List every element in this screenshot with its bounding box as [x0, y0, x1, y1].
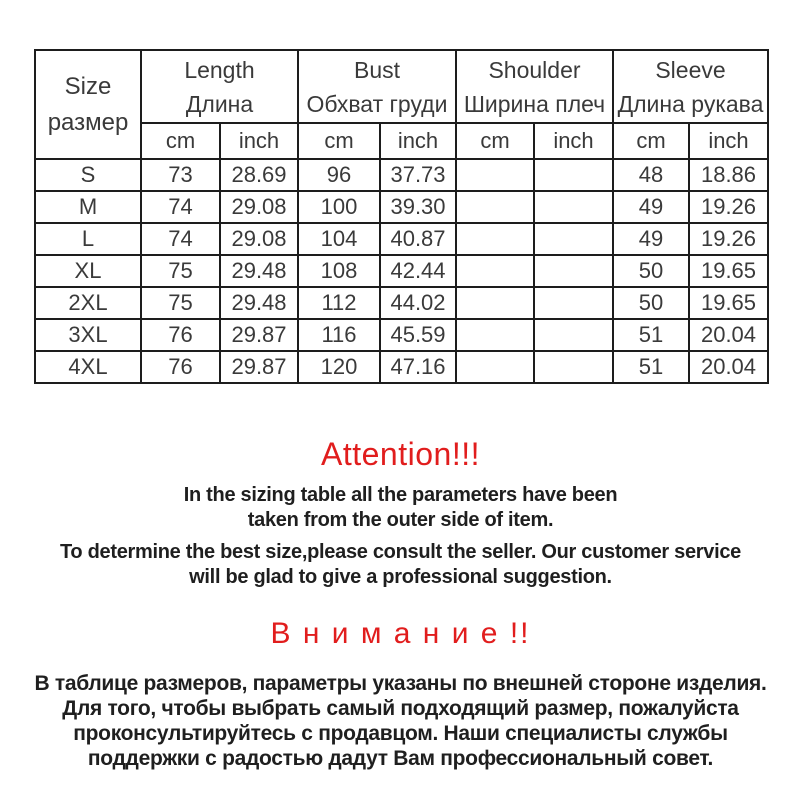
cell-sleeve-cm: 48	[613, 159, 689, 191]
header-length-ru: Длина	[185, 90, 254, 117]
cell-sleeve-inch: 20.04	[689, 351, 768, 383]
unit-sleeve-inch: inch	[689, 123, 768, 159]
cell-shoulder-cm	[456, 255, 534, 287]
attention-p1-line2: taken from the outer side of item.	[247, 509, 554, 531]
cell-bust-cm: 120	[298, 351, 380, 383]
cell-size: M	[35, 191, 141, 223]
table-row	[35, 287, 768, 319]
table-row	[35, 351, 768, 383]
attention-p1-line1: In the sizing table all the parameters have been	[183, 484, 618, 506]
cell-bust-cm: 108	[298, 255, 380, 287]
cell-sleeve-cm: 50	[613, 287, 689, 319]
unit-shoulder-inch: inch	[534, 123, 613, 159]
cell-bust-inch: 45.59	[380, 319, 456, 351]
cell-length-cm: 75	[141, 287, 220, 319]
cell-shoulder-cm	[456, 223, 534, 255]
cell-sleeve-cm: 51	[613, 351, 689, 383]
table-row	[35, 255, 768, 287]
header-shoulder-ru: Ширина плеч	[463, 90, 606, 117]
header-bust-en: Bust	[353, 56, 401, 83]
cell-shoulder-inch	[534, 159, 613, 191]
cell-size: 3XL	[35, 319, 141, 351]
cell-bust-inch: 44.02	[380, 287, 456, 319]
cell-length-cm: 74	[141, 191, 220, 223]
header-length	[141, 50, 298, 123]
attention-title-en: Attention!!!	[321, 436, 480, 472]
header-sleeve	[613, 50, 768, 123]
cell-length-cm: 75	[141, 255, 220, 287]
unit-bust-cm: cm	[298, 123, 380, 159]
header-length-en: Length	[184, 56, 255, 83]
cell-length-cm: 74	[141, 223, 220, 255]
cell-bust-cm: 112	[298, 287, 380, 319]
cell-sleeve-inch: 19.26	[689, 223, 768, 255]
cell-sleeve-cm: 50	[613, 255, 689, 287]
cell-size: S	[35, 159, 141, 191]
table-row	[35, 159, 768, 191]
cell-bust-cm: 104	[298, 223, 380, 255]
cell-length-inch: 29.08	[220, 191, 298, 223]
attention-ru-line3: проконсультируйтесь с продавцом. Наши специалисты службы	[73, 722, 728, 745]
cell-sleeve-inch: 19.65	[689, 287, 768, 319]
cell-bust-inch: 42.44	[380, 255, 456, 287]
cell-length-inch: 29.48	[220, 287, 298, 319]
cell-bust-inch: 47.16	[380, 351, 456, 383]
cell-shoulder-cm	[456, 319, 534, 351]
table-row	[35, 223, 768, 255]
cell-length-cm: 76	[141, 319, 220, 351]
header-size	[35, 50, 141, 159]
cell-length-cm: 76	[141, 351, 220, 383]
cell-shoulder-cm	[456, 191, 534, 223]
cell-shoulder-cm	[456, 159, 534, 191]
unit-shoulder-cm: cm	[456, 123, 534, 159]
header-bust-ru: Обхват груди	[306, 90, 448, 117]
header-shoulder-en: Shoulder	[488, 56, 581, 83]
unit-sleeve-cm: cm	[613, 123, 689, 159]
cell-sleeve-cm: 49	[613, 223, 689, 255]
cell-size: XL	[35, 255, 141, 287]
cell-length-inch: 29.87	[220, 351, 298, 383]
cell-shoulder-cm	[456, 287, 534, 319]
size-table-body	[35, 159, 768, 383]
attention-title-ru: В н и м а н и е !!	[270, 617, 531, 650]
cell-sleeve-cm: 49	[613, 191, 689, 223]
cell-sleeve-cm: 51	[613, 319, 689, 351]
attention-paragraph-1	[0, 483, 801, 533]
table-row	[35, 191, 768, 223]
header-size-ru: размер	[47, 108, 129, 136]
cell-shoulder-inch	[534, 255, 613, 287]
size-table	[34, 49, 769, 384]
cell-bust-cm: 116	[298, 319, 380, 351]
attention-ru-line1: В таблице размеров, параметры указаны по внешней стороне изделия.	[34, 672, 767, 695]
cell-shoulder-inch	[534, 319, 613, 351]
cell-size: 4XL	[35, 351, 141, 383]
size-table-header	[35, 50, 768, 159]
cell-bust-cm: 100	[298, 191, 380, 223]
cell-size: L	[35, 223, 141, 255]
cell-length-inch: 29.08	[220, 223, 298, 255]
cell-bust-cm: 96	[298, 159, 380, 191]
cell-length-inch: 28.69	[220, 159, 298, 191]
cell-shoulder-inch	[534, 287, 613, 319]
attention-paragraph-ru	[0, 671, 801, 771]
attention-p2-line1: To determine the best size,please consult the seller. Our customer service	[59, 541, 742, 563]
attention-ru-line2: Для того, чтобы выбрать самый подходящий размер, пожалуйста	[62, 697, 739, 720]
unit-length-inch: inch	[220, 123, 298, 159]
attention-p2-line2: will be glad to give a professional suggestion.	[189, 566, 612, 588]
cell-sleeve-inch: 19.65	[689, 255, 768, 287]
cell-length-inch: 29.48	[220, 255, 298, 287]
header-sleeve-ru: Длина рукава	[617, 90, 764, 117]
header-shoulder	[456, 50, 613, 123]
cell-sleeve-inch: 20.04	[689, 319, 768, 351]
cell-shoulder-inch	[534, 351, 613, 383]
unit-bust-inch: inch	[380, 123, 456, 159]
header-bust	[298, 50, 456, 123]
cell-size: 2XL	[35, 287, 141, 319]
cell-bust-inch: 40.87	[380, 223, 456, 255]
cell-sleeve-inch: 18.86	[689, 159, 768, 191]
cell-length-inch: 29.87	[220, 319, 298, 351]
cell-sleeve-inch: 19.26	[689, 191, 768, 223]
attention-ru-line4: поддержки с радостью дадут Вам профессиональный совет.	[87, 747, 714, 770]
cell-shoulder-inch	[534, 223, 613, 255]
cell-length-cm: 73	[141, 159, 220, 191]
attention-paragraph-2	[0, 540, 801, 590]
header-sleeve-en: Sleeve	[655, 56, 726, 83]
cell-shoulder-inch	[534, 191, 613, 223]
unit-length-cm: cm	[141, 123, 220, 159]
cell-bust-inch: 37.73	[380, 159, 456, 191]
cell-bust-inch: 39.30	[380, 191, 456, 223]
table-row	[35, 319, 768, 351]
cell-shoulder-cm	[456, 351, 534, 383]
header-size-en: Size	[64, 72, 112, 100]
